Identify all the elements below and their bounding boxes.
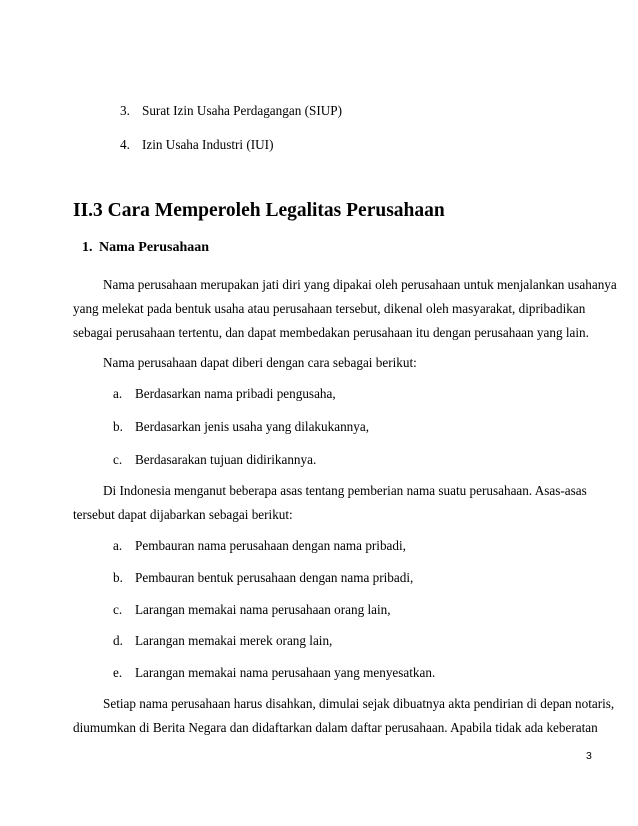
list-item-text: Larangan memakai merek orang lain, (135, 633, 333, 648)
list-item-text: Pembauran nama perusahaan dengan nama pribadi, (135, 538, 406, 553)
list-item (120, 137, 273, 153)
list-item (113, 602, 391, 618)
list-item (113, 665, 435, 681)
list-item-text: Pembauran bentuk perusahaan dengan nama pribadi, (135, 570, 414, 585)
paragraph-line: Di Indonesia menganut beberapa asas tentang pemberian nama suatu perusahaan. Asas-asas (103, 483, 587, 498)
list-item (120, 103, 342, 119)
section-heading: II.3 Cara Memperoleh Legalitas Perusahaan (73, 200, 445, 221)
paragraph-line: Nama perusahaan merupakan jati diri yang dipakai oleh perusahaan untuk menjalankan usahanya (103, 277, 617, 292)
paragraph-line: yang melekat pada bentuk usaha atau perusahaan tersebut, dikenal oleh masyarakat, dipribadikan (73, 301, 586, 316)
list-item-text: Berdasarkan nama pribadi pengusaha, (135, 386, 336, 401)
list-item-number: 4. (120, 137, 130, 152)
list-item-text: Surat Izin Usaha Perdagangan (SIUP) (142, 103, 342, 118)
page-number: 3 (586, 750, 592, 762)
list-item-number: 3. (120, 103, 130, 118)
list-item-text: Izin Usaha Industri (IUI) (142, 137, 274, 152)
paragraph-line: diumumkan di Berita Negara dan didaftarkan dalam daftar perusahaan. Apabila tidak ada keberatan (73, 720, 598, 735)
list-item-text: Berdasarkan jenis usaha yang dilakukannya, (135, 419, 370, 434)
list-item-number: b. (113, 419, 123, 434)
subsection-title: Nama Perusahaan (99, 240, 210, 255)
paragraph-line: Setiap nama perusahaan harus disahkan, dimulai sejak dibuatnya akta pendirian di depan notaris, (103, 696, 615, 711)
list-item (113, 538, 406, 554)
list-item-number: c. (113, 602, 123, 617)
list-item (113, 633, 332, 649)
list-item (113, 386, 336, 402)
list-item-text: Larangan memakai nama perusahaan yang menyesatkan. (135, 665, 436, 680)
subsection-number: 1. (82, 240, 93, 255)
list-item (113, 570, 413, 586)
list-item (113, 452, 316, 468)
paragraph-line: sebagai perusahaan tertentu, dan dapat membedakan perusahaan itu dengan perusahaan yang lain. (73, 325, 589, 340)
list-item (113, 419, 369, 435)
list-item-number: b. (113, 570, 123, 585)
list-item-number: c. (113, 452, 123, 467)
list-item-text: Berdasarakan tujuan didirikannya. (135, 452, 317, 467)
list-item-text: Larangan memakai nama perusahaan orang lain, (135, 602, 391, 617)
paragraph-line: tersebut dapat dijabarkan sebagai berikut: (73, 507, 293, 522)
subsection-heading (82, 240, 209, 256)
list-item-number: e. (113, 665, 123, 680)
list-item-number: d. (113, 633, 123, 648)
paragraph-line: Nama perusahaan dapat diberi dengan cara sebagai berikut: (103, 355, 417, 370)
list-item-number: a. (113, 538, 123, 553)
list-item-number: a. (113, 386, 123, 401)
